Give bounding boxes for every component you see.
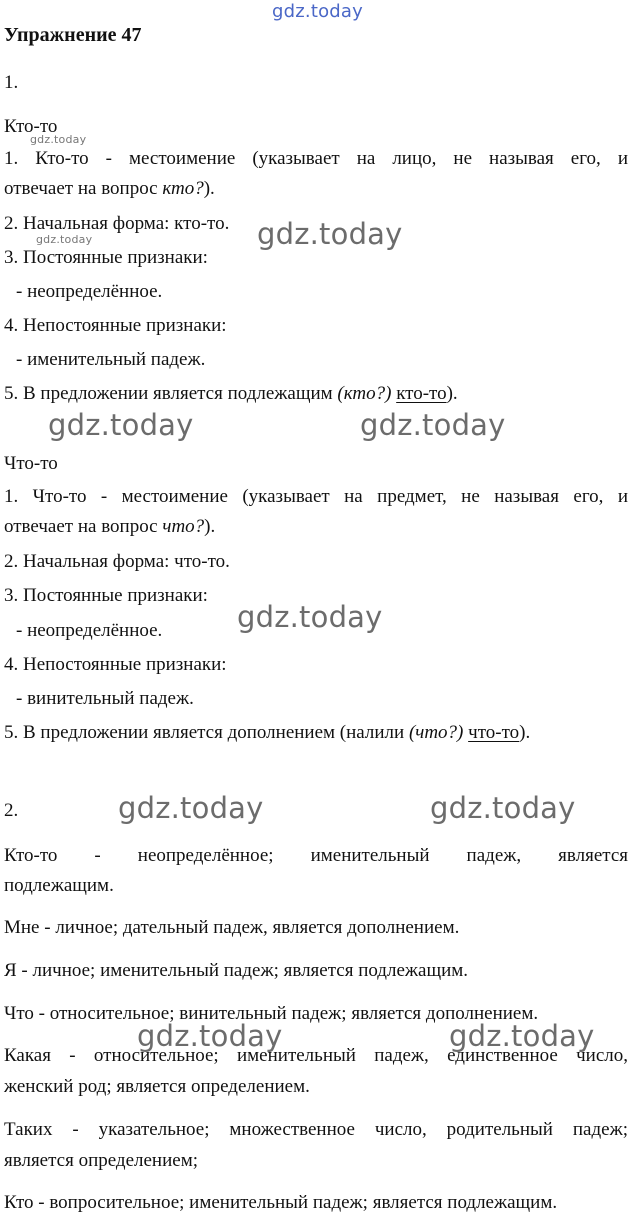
- analysis-item: [4, 722, 530, 744]
- analysis-text: 5. В предложении является подлежащим: [4, 383, 338, 404]
- question-word: кто?: [162, 178, 204, 199]
- question-word: (что?): [408, 722, 464, 743]
- underlined-word: кто-то: [396, 383, 447, 404]
- pronoun-heading: Кто-то: [4, 116, 58, 137]
- paragraph: женский род; является определением.: [4, 1076, 310, 1097]
- analysis-text: ).: [446, 383, 458, 404]
- page-title: Упражнение 47: [4, 24, 142, 46]
- paragraph: Мне - личное; дательный падеж, является дополнением.: [4, 917, 460, 938]
- question-word: что?: [162, 516, 205, 537]
- watermark: gdz.today: [30, 133, 87, 146]
- watermark: gdz.today: [118, 791, 264, 825]
- paragraph: является определением;: [4, 1150, 199, 1171]
- paragraph-text: Какая - относительное; именительный падеж, единственное число,: [4, 1045, 628, 1066]
- analysis-item: 4. Непостоянные признаки:: [4, 315, 227, 336]
- pronoun-heading: Что-то: [4, 453, 58, 474]
- analysis-item: 2. Начальная форма: кто-то.: [4, 213, 230, 234]
- watermark: gdz.today: [360, 408, 506, 442]
- analysis-text: 5. В предложении является дополнением (налили: [4, 722, 409, 743]
- analysis-value: - неопределённое.: [16, 281, 163, 302]
- watermark: gdz.today: [36, 233, 93, 246]
- analysis-item: [4, 178, 215, 200]
- analysis-text: ).: [519, 722, 531, 743]
- paragraph: [4, 1043, 628, 1069]
- paragraph: [4, 843, 628, 869]
- watermark: gdz.today: [449, 1019, 595, 1053]
- paragraph-text: Таких - указательное; множественное число, родительный падеж;: [4, 1119, 628, 1140]
- analysis-text: ).: [204, 516, 216, 537]
- analysis-text: 1. Что-то - местоимение (указывает на предмет, не называя его, и: [4, 486, 628, 507]
- analysis-text: отвечает на вопрос: [4, 178, 163, 199]
- paragraph: подлежащим.: [4, 875, 114, 896]
- watermark: gdz.today: [237, 600, 383, 634]
- analysis-text: 1. Кто-то - местоимение (указывает на лицо, не называя его, и: [4, 148, 628, 169]
- analysis-item: 3. Постоянные признаки:: [4, 585, 208, 606]
- analysis-item: [4, 146, 628, 172]
- section-number: 2.: [4, 800, 19, 821]
- analysis-value: - именительный падеж.: [16, 349, 206, 370]
- analysis-text: ).: [203, 178, 215, 199]
- analysis-value: - неопределённое.: [16, 620, 163, 641]
- paragraph: Кто - вопросительное; именительный падеж; является подлежащим.: [4, 1192, 558, 1213]
- analysis-item: 4. Непостоянные признаки:: [4, 654, 227, 675]
- analysis-item: 2. Начальная форма: что-то.: [4, 551, 230, 572]
- analysis-value: - винительный падеж.: [16, 688, 194, 709]
- paragraph: Я - личное; именительный падеж; является подлежащим.: [4, 960, 469, 981]
- analysis-item: [4, 484, 628, 510]
- watermark: gdz.today: [257, 217, 403, 251]
- analysis-item: [4, 516, 215, 538]
- paragraph: [4, 1117, 628, 1143]
- section-number: 1.: [4, 72, 19, 93]
- watermark: gdz.today: [272, 1, 364, 22]
- analysis-item: 3. Постоянные признаки:: [4, 247, 208, 268]
- watermark: gdz.today: [48, 408, 194, 442]
- paragraph-text: Кто-то - неопределённое; именительный падеж, является: [4, 845, 628, 866]
- paragraph: Что - относительное; винительный падеж; является дополнением.: [4, 1003, 539, 1024]
- analysis-item: [4, 383, 458, 405]
- underlined-word: что-то: [468, 722, 520, 743]
- question-word: (кто?): [337, 383, 392, 404]
- watermark: gdz.today: [137, 1019, 283, 1053]
- watermark: gdz.today: [430, 791, 576, 825]
- analysis-text: отвечает на вопрос: [4, 516, 163, 537]
